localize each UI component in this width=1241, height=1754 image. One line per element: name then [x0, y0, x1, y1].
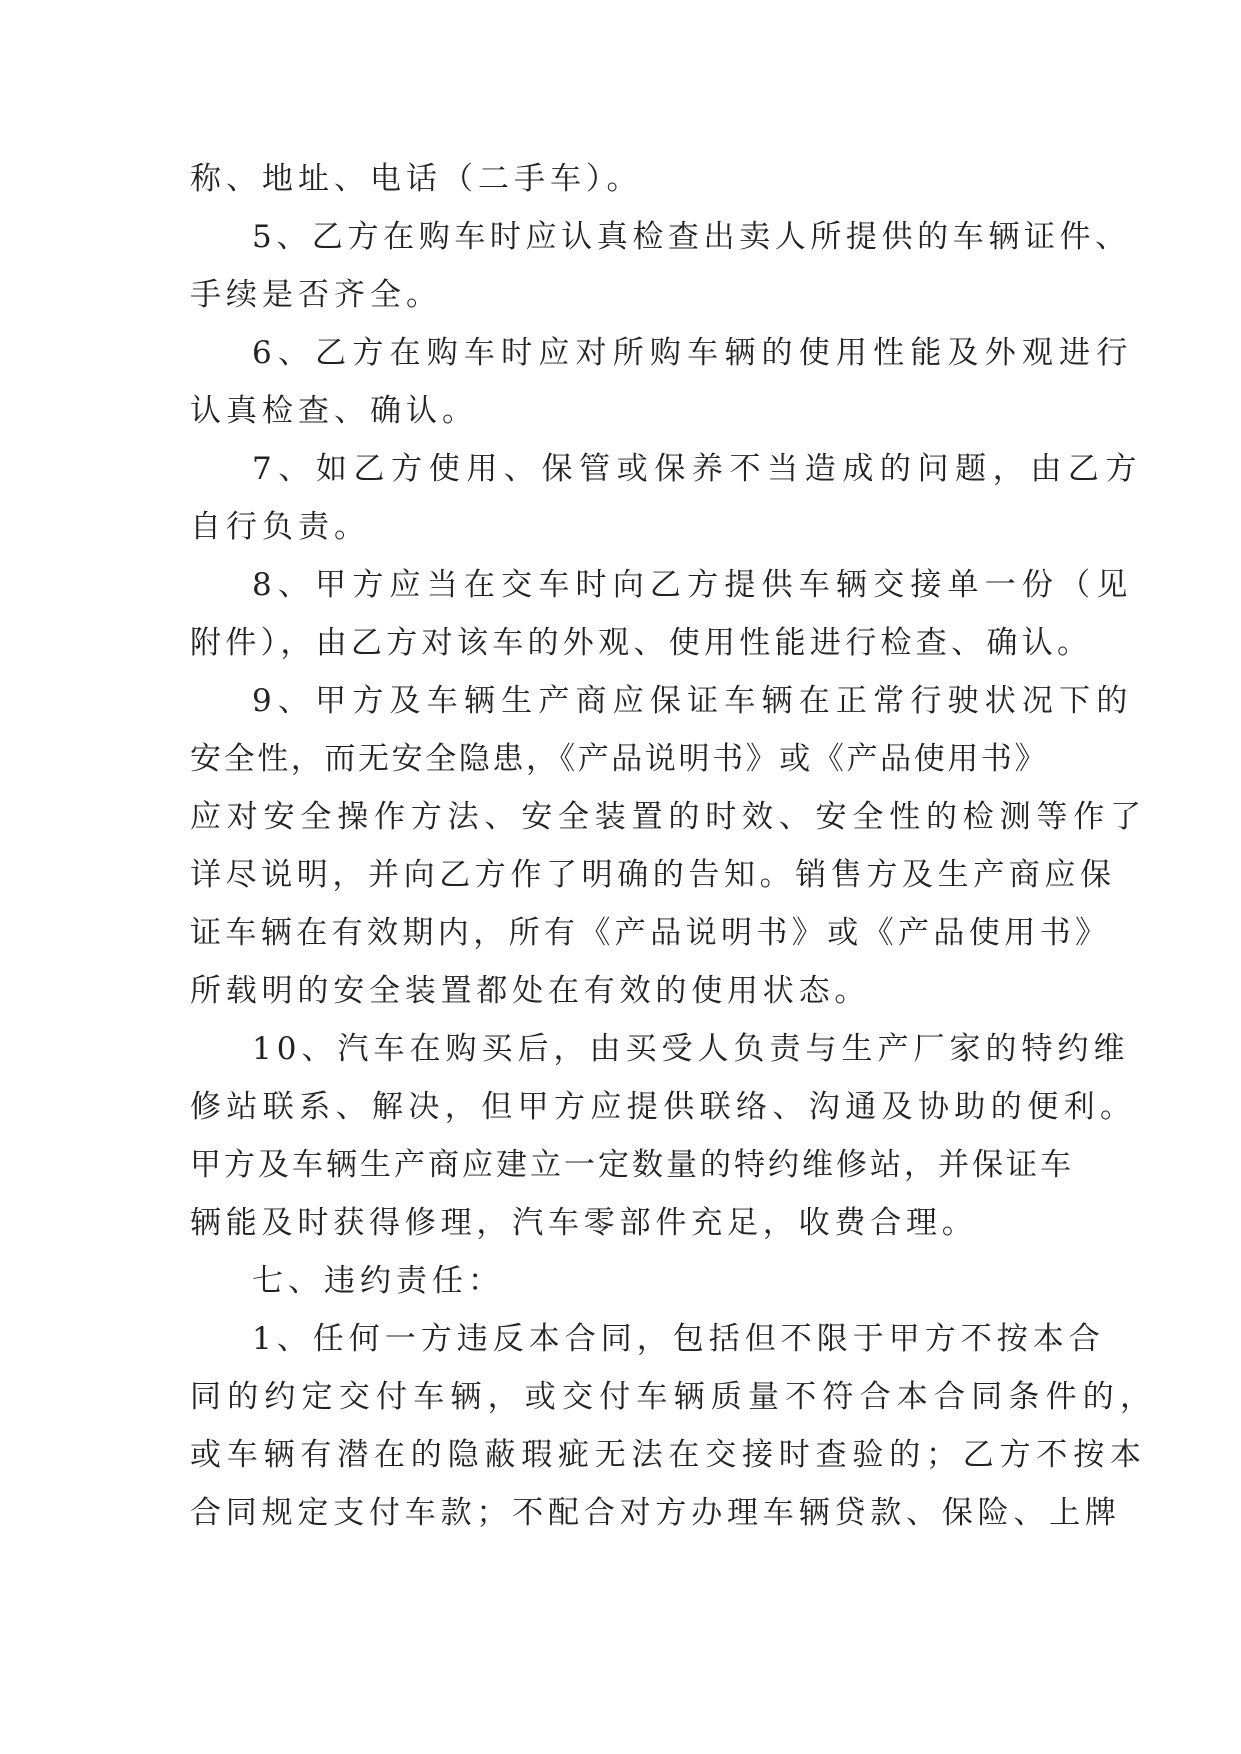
- text-line: 或车辆有潜在的隐蔽瑕疵无法在交接时查验的；乙方不按本: [190, 1437, 1147, 1473]
- text-line: 同的约定交付车辆，或交付车辆质量不符合本合同条件的，: [190, 1379, 1158, 1415]
- text-line: 认真检查、确认。: [190, 393, 478, 429]
- text-line: 甲方及车辆生产商应建立一定数量的特约维修站，并保证车: [190, 1147, 1074, 1183]
- clause-8-line: 8、甲方应当在交车时向乙方提供车辆交接单一份（见: [252, 567, 1134, 603]
- clause-9-line: 9、甲方及车辆生产商应保证车辆在正常行驶状况下的: [252, 683, 1134, 719]
- clause-7-line: 7、如乙方使用、保管或保养不当造成的问题，由乙方: [252, 451, 1144, 487]
- text-line: 合同规定支付车款；不配合对方办理车辆贷款、保险、上牌: [190, 1495, 1121, 1531]
- clause-5-line: 5、乙方在购车时应认真检查出卖人所提供的车辆证件、: [252, 219, 1131, 255]
- text-line: 自行负责。: [190, 509, 370, 545]
- clause-10-line: 10、汽车在购买后，由买受人负责与生产厂家的特约维: [252, 1031, 1130, 1067]
- text-line: 安全性，而无安全隐患，《产品说明书》或《产品使用书》: [190, 741, 1049, 777]
- text-line: 详尽说明，并向乙方作了明确的告知。销售方及生产商应保: [190, 857, 1116, 893]
- breach-clause-1-line: 1、任何一方违反本合同，包括但不限于甲方不按本合: [252, 1321, 1105, 1357]
- text-line: 应对安全操作方法、安全装置的时效、安全性的检测等作了: [190, 799, 1147, 835]
- contract-text: [190, 150, 1158, 1542]
- text-line: 证车辆在有效期内，所有《产品说明书》或《产品使用书》: [190, 915, 1111, 951]
- clause-6-line: 6、乙方在购车时应对所购车辆的使用性能及外观进行: [252, 335, 1134, 371]
- text-line: 称、地址、电话（二手车）。: [190, 161, 643, 197]
- section-heading: 七、违约责任：: [252, 1263, 504, 1299]
- text-line: 附件），由乙方对该车的外观、使用性能进行检查、确认。: [190, 625, 1093, 661]
- text-line: 修站联系、解决，但甲方应提供联络、沟通及协助的便利。: [190, 1089, 1137, 1125]
- text-line: 所载明的安全装置都处在有效的使用状态。: [190, 973, 871, 1009]
- text-line: 辆能及时获得修理，汽车零部件充足，收费合理。: [190, 1205, 978, 1241]
- text-line: 手续是否齐全。: [190, 277, 442, 313]
